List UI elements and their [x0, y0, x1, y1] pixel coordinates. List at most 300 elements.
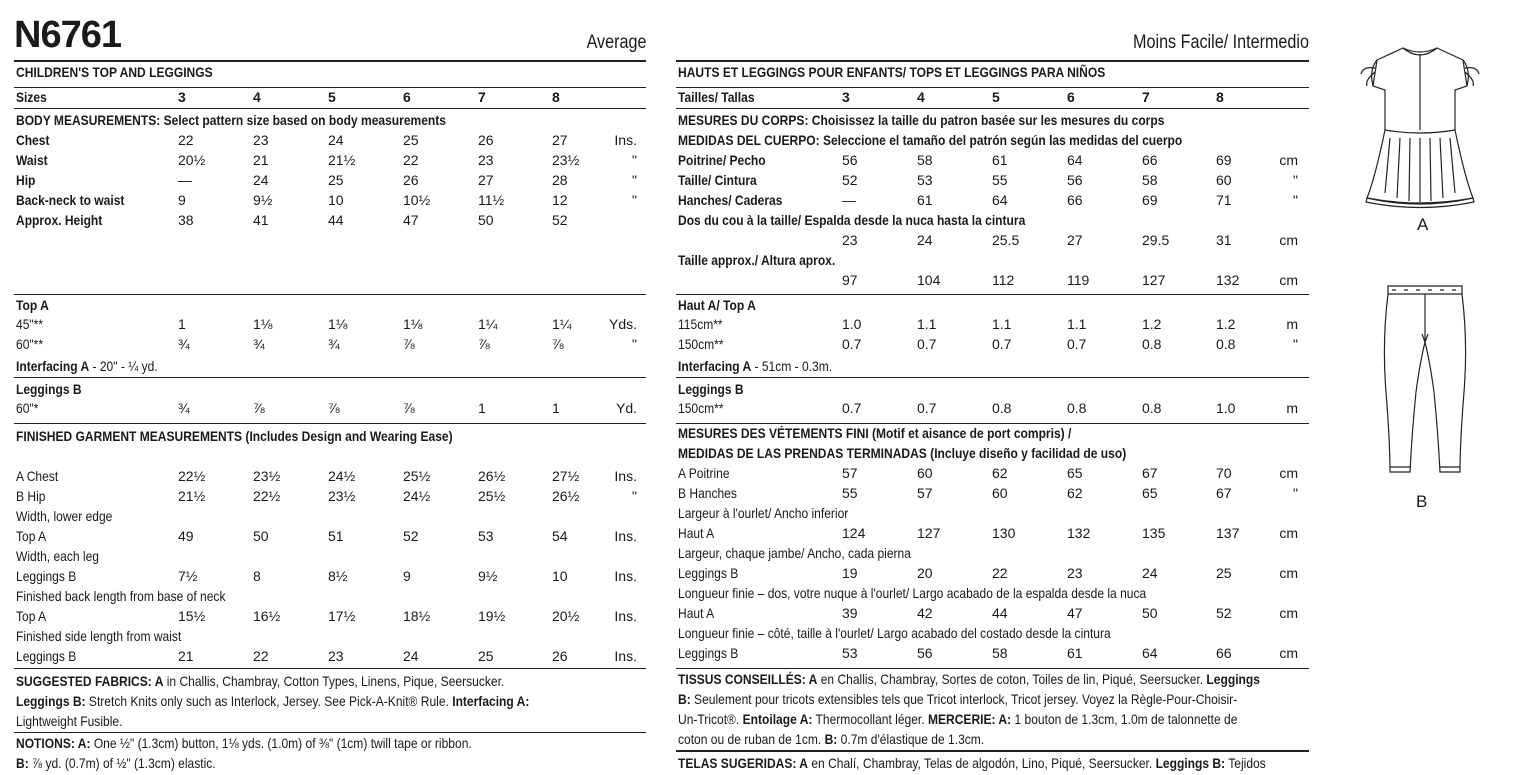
body-row-value: 10½ [403, 192, 431, 208]
fr-sizes-label: Tailles/ Tallas [678, 89, 755, 105]
fr-finished-row-label: Largeur, chaque jambe/ Ancho, cada pierna [678, 545, 911, 561]
finished-row-unit: Ins. [614, 608, 637, 624]
fr-body-row-label: Taille/ Cintura [678, 172, 757, 188]
fr-leggings-b-row-value: 0.7 [917, 400, 937, 416]
body-row-value: 12 [552, 192, 568, 208]
finished-row-value: 9½ [478, 568, 498, 584]
fr-height-label: Taille approx./ Altura aprox. [678, 252, 836, 268]
fr-top-a-row-value: 0.7 [992, 336, 1012, 352]
fr-finished-row-unit: cm [1279, 645, 1298, 661]
fr-body-row-value: 55 [992, 172, 1008, 188]
fr-leggings-b-row-value: 0.7 [842, 400, 862, 416]
finished-row-value: 18½ [403, 608, 431, 624]
en-title: CHILDREN'S TOP AND LEGGINGS [16, 64, 213, 80]
fr-body-row-label: Poitrine/ Pecho [678, 152, 766, 168]
finished-row-unit: Ins. [614, 648, 637, 664]
fabrics-line-part: Leggings B: [16, 693, 86, 709]
tissus-line [678, 669, 1260, 689]
body-row-value: 9 [178, 192, 186, 208]
fr-body-row-value: 69 [1142, 192, 1158, 208]
body-row-value: 47 [403, 212, 419, 228]
fr-finished-header-2: MEDIDAS DE LAS PRENDAS TERMINADAS (Incluye diseño y facilidad de uso) [678, 445, 1127, 461]
fr-finished-row-value: 65 [1067, 465, 1083, 481]
body-row-value: 9½ [253, 192, 273, 208]
finished-row-value: 54 [552, 528, 568, 544]
difficulty-en: Average [586, 32, 646, 53]
finished-row-value: 15½ [178, 608, 206, 624]
tissus-line-part: en Challis, Chambray, Sortes de coton, Toiles de lin, Piqué, Seersucker. [817, 671, 1207, 687]
fr-body-row-value: 52 [842, 172, 858, 188]
finished-row-unit: Ins. [614, 468, 637, 484]
sizes-label: Sizes [16, 89, 47, 105]
fr-finished-row-label: A Poitrine [678, 465, 730, 481]
top-a-row-value: 1¼ [552, 316, 572, 332]
finished-row-label: Top A [16, 528, 47, 544]
fr-leggings-b-title: Leggings B [678, 381, 744, 397]
fr-finished-row-value: 57 [842, 465, 858, 481]
fr-finished-row-unit: cm [1279, 525, 1298, 541]
fr-height-unit: cm [1279, 272, 1298, 288]
tissus-line-part: MERCERIE: A: [927, 711, 1012, 727]
finished-row-value: 25 [478, 648, 494, 664]
fr-interfacing-bold: Interfacing A [678, 358, 752, 374]
divider [14, 668, 646, 669]
finished-row-label: Finished side length from waist [16, 628, 182, 644]
fr-top-a-row-value: 1.2 [1216, 316, 1236, 332]
fr-finished-row-value: 56 [917, 645, 933, 661]
notions-line [16, 753, 216, 773]
body-row-unit: " [632, 192, 637, 208]
tissus-line [678, 709, 1237, 729]
telas-line-part: Leggings B: [1155, 755, 1226, 771]
fr-body-row-value: 58 [917, 152, 933, 168]
fr-finished-row-value: 55 [842, 485, 858, 501]
top-a-row-unit: " [632, 336, 637, 352]
fr-finished-row-value: 47 [1067, 605, 1083, 621]
fr-height-value: 97 [842, 272, 858, 288]
body-row-value: 11½ [478, 192, 505, 208]
fr-finished-row-value: 67 [1216, 485, 1232, 501]
fr-finished-row-value: 50 [1142, 605, 1158, 621]
fr-finished-row-value: 42 [917, 605, 933, 621]
divider [676, 87, 1309, 88]
finished-row-value: 23½ [328, 488, 356, 504]
fr-backneck-value: 23 [842, 232, 858, 248]
fr-body-row-value: 56 [842, 152, 858, 168]
top-a-row-value: ⅞ [403, 336, 415, 352]
fr-finished-row-value: 124 [842, 525, 866, 541]
body-row-value: 22 [403, 152, 419, 168]
fr-size-header: 8 [1216, 89, 1224, 105]
tissus-line-part: Entoilage A: [742, 711, 813, 727]
tissus-line-part: Leggings [1206, 671, 1260, 687]
leggings-b-row-label: 60"* [16, 400, 39, 416]
finished-row-label: Finished back length from base of neck [16, 588, 226, 604]
finished-row-value: 21½ [178, 488, 206, 504]
fr-body-row-value: 64 [1067, 152, 1083, 168]
tissus-line-part: 1 bouton de 1.3cm, 1.0m de talonnette de [1011, 711, 1238, 727]
fr-top-a-row-value: 0.7 [1067, 336, 1087, 352]
body-row-value: 27 [478, 172, 494, 188]
body-row-value: 23½ [552, 152, 580, 168]
tissus-line-part: B: [678, 691, 691, 707]
body-row-value: 27 [552, 132, 568, 148]
divider [676, 423, 1309, 424]
finished-row-value: 22½ [178, 468, 206, 484]
fr-body-row-unit: cm [1279, 152, 1298, 168]
fr-finished-row-value: 67 [1142, 465, 1158, 481]
tissus-line-part: coton ou de ruban de 1cm. [678, 731, 825, 747]
top-a-row-label: 60"** [16, 336, 44, 352]
interfacing-note [16, 356, 158, 376]
fabrics-line-part: in Challis, Chambray, Cotton Types, Linens, Pique, Seersucker. [163, 673, 505, 689]
fabrics-line [16, 691, 529, 711]
fr-finished-row-label: Leggings B [678, 645, 739, 661]
fr-finished-row-value: 19 [842, 565, 858, 581]
fr-leggings-b-row-label: 150cm** [678, 400, 724, 416]
tissus-line-part: Seulement pour tricots extensibles tels que Tricot interlock, Tricot jersey. Voyez la Règle-Pour-Choisir- [690, 691, 1238, 707]
notions-line-part: NOTIONS: A: [16, 735, 91, 751]
size-header: 3 [178, 89, 186, 105]
fr-finished-row-value: 64 [1142, 645, 1158, 661]
fr-backneck-value: 29.5 [1142, 232, 1170, 248]
body-row-value: 26 [478, 132, 494, 148]
fr-finished-row-value: 44 [992, 605, 1008, 621]
finished-row-value: 17½ [328, 608, 356, 624]
fr-body-row-unit: " [1293, 192, 1298, 208]
body-row-value: 44 [328, 212, 344, 228]
tissus-line-part: Un-Tricot®. [678, 711, 743, 727]
finished-row-value: 26½ [478, 468, 506, 484]
fr-finished-row-value: 66 [1216, 645, 1232, 661]
fr-top-a-row-label: 115cm** [678, 316, 723, 332]
divider [14, 294, 646, 295]
fr-size-header: 7 [1142, 89, 1150, 105]
fr-top-a-title: Haut A/ Top A [678, 297, 756, 313]
fr-top-a-row-value: 0.8 [1216, 336, 1236, 352]
body-row-value: — [178, 172, 192, 188]
finished-row-label: A Chest [16, 468, 59, 484]
tissus-line [678, 729, 984, 749]
leggings-b-row-value: ⅞ [253, 400, 265, 416]
top-a-row-value: ¾ [253, 336, 265, 352]
fr-backneck-value: 25.5 [992, 232, 1020, 248]
fr-finished-row-value: 61 [1067, 645, 1083, 661]
fr-finished-row-value: 132 [1067, 525, 1091, 541]
fr-finished-row-value: 127 [917, 525, 941, 541]
size-header: 7 [478, 89, 486, 105]
finished-row-value: 27½ [552, 468, 580, 484]
body-row-value: 23 [478, 152, 494, 168]
leggings-b-row-unit: Yd. [615, 400, 637, 416]
fr-top-a-row-value: 0.7 [917, 336, 937, 352]
divider [676, 294, 1309, 295]
finished-row-value: 53 [478, 528, 494, 544]
body-row-value: 25 [403, 132, 419, 148]
finished-row-value: 50 [253, 528, 269, 544]
finished-row-value: 10 [552, 568, 568, 584]
fr-finished-row-value: 24 [1142, 565, 1158, 581]
finished-row-value: 8½ [328, 568, 348, 584]
divider [676, 108, 1309, 109]
fabrics-line [16, 711, 122, 731]
fabrics-line-part: Interfacing A: [452, 693, 530, 709]
body-row-value: 21 [253, 152, 269, 168]
fr-body-header-1: MESURES DU CORPS: Choisissez la taille du patron basée sur les mesures du corps [678, 112, 1165, 128]
body-row-unit: " [632, 172, 637, 188]
top-a-row-value: 1 [178, 316, 186, 332]
body-row-label: Chest [16, 132, 50, 148]
top-a-row-value: 1¼ [478, 316, 498, 332]
fabrics-line-part: SUGGESTED FABRICS: A [16, 673, 164, 689]
body-row-value: 38 [178, 212, 194, 228]
fr-size-header: 4 [917, 89, 925, 105]
fabrics-line-part: Stretch Knits only such as Interlock, Jersey. See Pick-A-Knit® Rule. [85, 693, 453, 709]
fr-body-header-2: MEDIDAS DEL CUERPO: Seleccione el tamaño del patrón según las medidas del cuerpo [678, 132, 1183, 148]
top-a-row-value: ¾ [328, 336, 340, 352]
fr-body-row-value: 60 [1216, 172, 1232, 188]
top-a-row-value: 1⅛ [328, 316, 348, 332]
fr-body-row-value: 58 [1142, 172, 1158, 188]
size-header: 6 [403, 89, 411, 105]
fr-height-value: 119 [1067, 272, 1090, 288]
finished-row-value: 52 [403, 528, 419, 544]
finished-row-value: 24 [403, 648, 419, 664]
leggings-b-title: Leggings B [16, 381, 82, 397]
fr-leggings-b-row-value: 0.8 [1142, 400, 1162, 416]
fr-finished-row-value: 22 [992, 565, 1008, 581]
body-row-unit: Ins. [614, 132, 637, 148]
fabrics-line [16, 671, 504, 691]
finished-row-label: Width, lower edge [16, 508, 113, 524]
notions-line [16, 733, 472, 753]
divider [676, 750, 1309, 752]
divider [14, 377, 646, 378]
tissus-line [678, 689, 1237, 709]
fr-finished-row-value: 62 [992, 465, 1008, 481]
fr-interfacing-note [678, 356, 832, 376]
finished-row-value: 23 [328, 648, 344, 664]
body-row-value: 41 [253, 212, 269, 228]
fr-backneck-unit: cm [1279, 232, 1298, 248]
fr-finished-header-1: MESURES DES VÉTEMENTS FINI (Motif et aisance de port compris) / [678, 425, 1072, 441]
fr-finished-row-label: Largeur à l'ourlet/ Ancho inferior [678, 505, 849, 521]
divider [676, 60, 1309, 62]
top-a-row-value: 1⅛ [403, 316, 423, 332]
fr-finished-row-value: 130 [992, 525, 1016, 541]
body-row-value: 28 [552, 172, 568, 188]
fr-finished-row-label: Leggings B [678, 565, 739, 581]
fr-finished-row-label: Longueur finie – dos, votre nuque à l'ourlet/ Largo acabado de la espalda desde la nuca [678, 585, 1147, 601]
finished-row-value: 26 [552, 648, 568, 664]
body-row-value: 21½ [328, 152, 356, 168]
top-a-row-value: ⅞ [478, 336, 490, 352]
fr-finished-row-value: 70 [1216, 465, 1232, 481]
body-row-value: 23 [253, 132, 269, 148]
fr-interfacing-rest: - 51cm - 0.3m. [751, 358, 833, 374]
fr-body-row-value: 53 [917, 172, 933, 188]
fr-leggings-b-row-value: 0.8 [1067, 400, 1087, 416]
fr-finished-row-label: Haut A [678, 605, 715, 621]
body-row-value: 10 [328, 192, 344, 208]
fr-body-row-unit: " [1293, 172, 1298, 188]
body-row-value: 24 [328, 132, 344, 148]
fr-height-value: 127 [1142, 272, 1166, 288]
finished-row-value: 51 [328, 528, 344, 544]
tissus-line-part: 0.7m d'élastique de 1.3cm. [837, 731, 985, 747]
fr-top-a-row-value: 1.1 [917, 316, 937, 332]
fr-finished-row-value: 57 [917, 485, 933, 501]
finished-row-value: 25½ [403, 468, 431, 484]
fr-leggings-b-row-unit: m [1286, 400, 1298, 416]
interfacing-rest: - 20" - ¼ yd. [89, 358, 158, 374]
fr-finished-row-label: B Hanches [678, 485, 737, 501]
finished-row-value: 22½ [253, 488, 281, 504]
fr-top-a-row-unit: " [1293, 336, 1298, 352]
fr-top-a-row-value: 0.8 [1142, 336, 1162, 352]
finished-row-value: 21 [178, 648, 194, 664]
notions-line-part: One ½" (1.3cm) button, 1⅛ yds. (1.0m) of ⅜" (1cm) twill tape or ribbon. [90, 735, 472, 751]
body-row-value: 22 [178, 132, 194, 148]
top-a-row-value: ¾ [178, 336, 190, 352]
finished-row-unit: " [632, 488, 637, 504]
fr-finished-row-value: 60 [917, 465, 933, 481]
fr-finished-row-unit: cm [1279, 465, 1298, 481]
finished-row-value: 22 [253, 648, 269, 664]
leggings-b-row-value: 1 [552, 400, 560, 416]
body-row-label: Waist [16, 152, 48, 168]
fr-top-a-row-value: 1.1 [992, 316, 1012, 332]
telas-line [678, 753, 1266, 773]
fr-body-row-value: 69 [1216, 152, 1232, 168]
fr-finished-row-value: 20 [917, 565, 933, 581]
fr-top-a-row-value: 1.1 [1067, 316, 1087, 332]
fr-backneck-value: 27 [1067, 232, 1083, 248]
top-a-row-value: ⅞ [552, 336, 564, 352]
fr-finished-row-value: 53 [842, 645, 858, 661]
leggings-b-row-value: ¾ [178, 400, 190, 416]
fr-top-a-row-label: 150cm** [678, 336, 724, 352]
fr-backneck-label: Dos du cou à la taille/ Espalda desde la nuca hasta la cintura [678, 212, 1026, 228]
body-row-value: 52 [552, 212, 568, 228]
finished-row-label: Width, each leg [16, 548, 99, 564]
finished-row-value: 26½ [552, 488, 580, 504]
tissus-line-part: Thermocollant léger. [812, 711, 928, 727]
finished-measurements-header: FINISHED GARMENT MEASUREMENTS (Includes Design and Wearing Ease) [16, 428, 453, 444]
fr-size-header: 5 [992, 89, 1000, 105]
finished-row-value: 7½ [178, 568, 198, 584]
fr-top-a-row-unit: m [1286, 316, 1298, 332]
leggings-b-row-value: ⅞ [328, 400, 340, 416]
fr-body-row-value: 66 [1067, 192, 1083, 208]
top-a-row-label: 45"** [16, 316, 44, 332]
finished-row-value: 24½ [328, 468, 356, 484]
view-a-illustration [1355, 38, 1485, 218]
body-row-value: 26 [403, 172, 419, 188]
finished-row-label: Leggings B [16, 568, 77, 584]
divider [14, 60, 646, 62]
fr-body-row-value: 64 [992, 192, 1008, 208]
body-row-unit: " [632, 152, 637, 168]
view-b-illustration [1380, 282, 1470, 492]
fr-finished-row-unit: cm [1279, 565, 1298, 581]
body-row-value: 24 [253, 172, 269, 188]
divider [14, 108, 646, 109]
fr-finished-row-value: 135 [1142, 525, 1166, 541]
fr-finished-row-unit: " [1293, 485, 1298, 501]
pattern-number: N6761 [14, 14, 121, 56]
finished-row-label: Leggings B [16, 648, 77, 664]
top-a-title: Top A [16, 297, 49, 313]
fr-body-row-value: — [842, 192, 856, 208]
fr-body-row-value: 61 [992, 152, 1008, 168]
finished-row-value: 19½ [478, 608, 506, 624]
size-header: 8 [552, 89, 560, 105]
finished-row-unit: Ins. [614, 528, 637, 544]
finished-row-value: 24½ [403, 488, 431, 504]
fr-finished-row-value: 62 [1067, 485, 1083, 501]
fr-body-row-value: 56 [1067, 172, 1083, 188]
finished-row-label: Top A [16, 608, 47, 624]
finished-row-value: 9 [403, 568, 411, 584]
fr-finished-row-unit: cm [1279, 605, 1298, 621]
fr-body-row-value: 66 [1142, 152, 1158, 168]
fr-leggings-b-row-value: 1.0 [1216, 400, 1236, 416]
leggings-b-row-value: 1 [478, 400, 486, 416]
body-measurements-header: BODY MEASUREMENTS: Select pattern size based on body measurements [16, 112, 446, 128]
size-header: 5 [328, 89, 336, 105]
view-a-label: A [1417, 215, 1429, 234]
difficulty-fr-es: Moins Facile/ Intermedio [1133, 32, 1309, 53]
body-row-value: 25 [328, 172, 344, 188]
fr-top-a-row-value: 1.2 [1142, 316, 1162, 332]
fr-leggings-b-row-value: 0.8 [992, 400, 1012, 416]
finished-row-value: 25½ [478, 488, 506, 504]
view-b-label: B [1416, 492, 1428, 511]
fr-finished-row-value: 65 [1142, 485, 1158, 501]
fr-finished-row-label: Haut A [678, 525, 715, 541]
fr-finished-row-value: 25 [1216, 565, 1232, 581]
body-row-value: 50 [478, 212, 494, 228]
fr-body-row-value: 61 [917, 192, 933, 208]
fr-finished-row-value: 23 [1067, 565, 1083, 581]
fr-backneck-value: 24 [917, 232, 933, 248]
notions-line-part: B: [16, 755, 29, 771]
top-a-row-unit: Yds. [608, 316, 637, 332]
fr-finished-row-value: 58 [992, 645, 1008, 661]
body-row-label: Hip [16, 172, 36, 188]
fr-finished-row-value: 39 [842, 605, 858, 621]
leggings-b-row-value: ⅞ [403, 400, 415, 416]
body-row-label: Back-neck to waist [16, 192, 125, 208]
fr-height-value: 132 [1216, 272, 1240, 288]
finished-row-value: 20½ [552, 608, 580, 624]
size-header: 4 [253, 89, 261, 105]
finished-row-value: 23½ [253, 468, 281, 484]
fr-top-a-row-value: 0.7 [842, 336, 862, 352]
fr-title: HAUTS ET LEGGINGS POUR ENFANTS/ TOPS ET LEGGINGS PARA NIÑOS [678, 64, 1106, 80]
tissus-line-part: B: [824, 731, 838, 747]
telas-line-part: Tejidos [1225, 755, 1266, 771]
divider [676, 377, 1309, 378]
interfacing-bold: Interfacing A [16, 358, 90, 374]
top-a-row-value: 1⅛ [253, 316, 273, 332]
fr-size-header: 6 [1067, 89, 1075, 105]
fr-finished-row-value: 52 [1216, 605, 1232, 621]
fr-size-header: 3 [842, 89, 850, 105]
finished-row-unit: Ins. [614, 568, 637, 584]
fr-finished-row-label: Longueur finie – côté, taille à l'ourlet/ Largo acabado del costado desde la cintura [678, 625, 1111, 641]
